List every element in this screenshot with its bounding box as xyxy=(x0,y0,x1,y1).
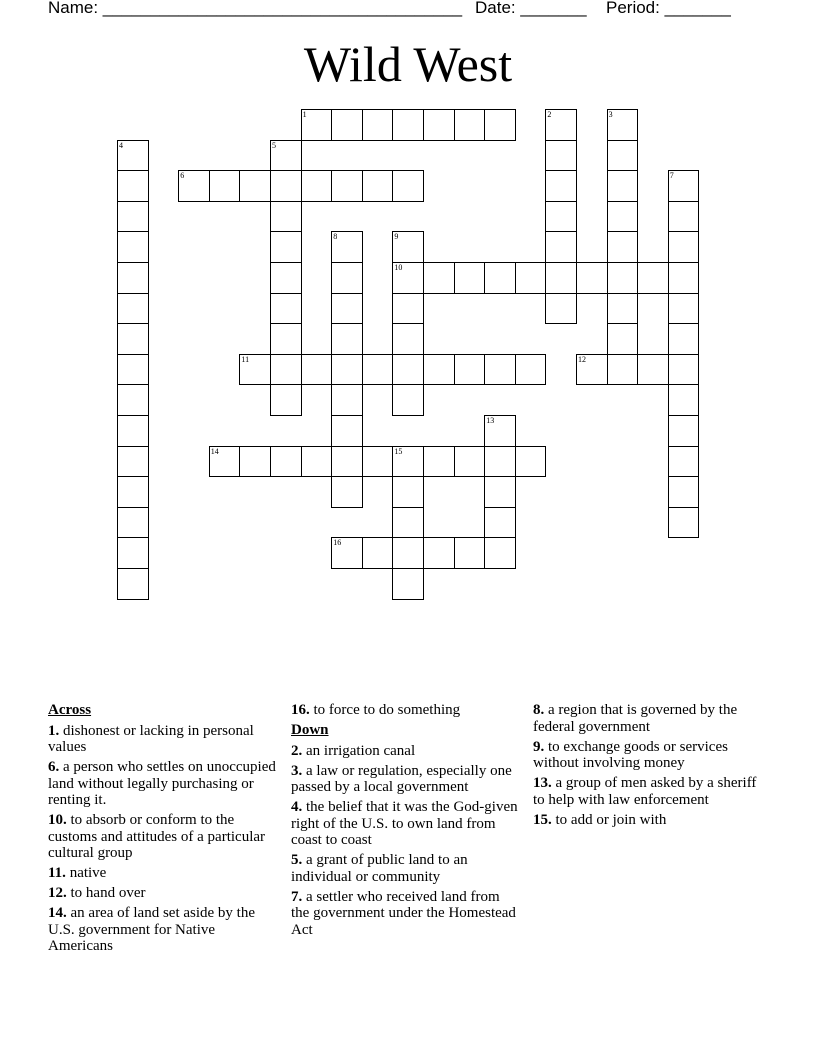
grid-cell[interactable] xyxy=(117,323,149,355)
grid-cell[interactable] xyxy=(117,568,149,600)
grid-cell[interactable] xyxy=(423,537,455,569)
clue-number: 10 xyxy=(394,263,403,272)
grid-cell[interactable] xyxy=(545,293,577,325)
grid-cell[interactable] xyxy=(607,201,639,233)
grid-cell[interactable] xyxy=(270,446,302,478)
grid-cell[interactable] xyxy=(239,354,271,386)
grid-cell[interactable] xyxy=(484,262,516,294)
clue-item xyxy=(291,743,521,760)
grid-cell[interactable] xyxy=(637,354,669,386)
grid-cell[interactable] xyxy=(607,354,639,386)
grid-cell[interactable] xyxy=(668,384,700,416)
clue-item xyxy=(48,885,278,902)
grid-cell[interactable] xyxy=(392,170,424,202)
down-heading: Down xyxy=(291,722,329,738)
grid-cell[interactable] xyxy=(117,537,149,569)
grid-cell[interactable] xyxy=(637,262,669,294)
clue-number: 1 xyxy=(302,110,307,119)
grid-cell[interactable] xyxy=(576,354,608,386)
clue-number-label: 4. xyxy=(291,799,303,815)
clue-text: native xyxy=(69,865,107,881)
clue-number: 7 xyxy=(669,171,674,181)
clue-number-label: 16. xyxy=(291,702,310,718)
grid-cell[interactable] xyxy=(362,446,394,478)
clue-item xyxy=(48,723,278,756)
clue-item xyxy=(291,763,521,796)
grid-cell[interactable] xyxy=(668,323,700,355)
grid-cell[interactable] xyxy=(270,140,302,172)
mixed-clues-column xyxy=(291,702,521,942)
grid-cell[interactable] xyxy=(270,354,302,386)
grid-cell[interactable] xyxy=(362,354,394,386)
grid-cell[interactable] xyxy=(270,231,302,263)
grid-cell[interactable] xyxy=(454,109,486,141)
grid-cell[interactable] xyxy=(209,446,241,478)
clue-number-label: 7. xyxy=(291,888,303,905)
grid-cell[interactable] xyxy=(607,323,639,355)
grid-cell[interactable] xyxy=(270,170,302,202)
grid-cell[interactable] xyxy=(331,323,363,355)
grid-cell[interactable] xyxy=(331,476,363,508)
clue-item xyxy=(48,759,278,809)
grid-cell[interactable] xyxy=(668,507,700,539)
grid-cell[interactable] xyxy=(117,201,149,233)
grid-cell[interactable] xyxy=(423,262,455,294)
grid-cell[interactable] xyxy=(545,140,577,172)
grid-cell[interactable] xyxy=(668,231,700,263)
clue-number-label: 15. xyxy=(533,811,552,828)
grid-cell[interactable] xyxy=(239,446,271,478)
clue-number-label: 10. xyxy=(48,812,67,828)
grid-cell[interactable] xyxy=(331,537,363,569)
grid-cell[interactable] xyxy=(331,109,363,141)
clue-number-label: 8. xyxy=(533,702,545,718)
puzzle-title: Wild West xyxy=(303,36,513,92)
clue-number: 11 xyxy=(241,354,250,364)
grid-cell[interactable] xyxy=(392,446,424,478)
grid-cell[interactable] xyxy=(392,354,424,386)
grid-cell[interactable] xyxy=(117,262,149,294)
grid-cell[interactable] xyxy=(454,262,486,294)
clue-item xyxy=(291,799,521,849)
grid-cell[interactable] xyxy=(392,231,424,263)
across-clues-column xyxy=(48,702,278,958)
grid-cell[interactable] xyxy=(117,140,149,172)
clue-item xyxy=(48,865,278,882)
grid-cell[interactable] xyxy=(668,476,700,508)
grid-cell[interactable] xyxy=(331,446,363,478)
clue-text: to absorb or conform to the customs and attitudes of a particular cultural group xyxy=(48,812,266,861)
date-field[interactable]: Date: _______ xyxy=(475,0,587,17)
grid-cell[interactable] xyxy=(301,446,333,478)
clue-text: a settler who received land from the government under the Homestead Act xyxy=(291,888,516,938)
grid-cell[interactable] xyxy=(270,384,302,416)
grid-cell[interactable] xyxy=(301,170,333,202)
clue-number-label: 13. xyxy=(533,775,552,791)
clue-number: 14 xyxy=(210,446,219,456)
grid-cell[interactable] xyxy=(607,293,639,325)
grid-cell[interactable] xyxy=(331,293,363,325)
clue-item xyxy=(291,889,521,939)
grid-cell[interactable] xyxy=(484,446,516,478)
grid-cell[interactable] xyxy=(454,354,486,386)
grid-cell[interactable] xyxy=(392,568,424,600)
grid-cell[interactable] xyxy=(515,262,547,294)
grid-cell[interactable] xyxy=(392,262,424,294)
clue-number: 15 xyxy=(394,446,403,456)
clue-number: 16 xyxy=(333,538,342,548)
grid-cell[interactable] xyxy=(607,262,639,294)
grid-cell[interactable] xyxy=(301,109,333,141)
clue-number-label: 14. xyxy=(48,905,67,921)
grid-cell[interactable] xyxy=(209,170,241,202)
grid-cell[interactable] xyxy=(607,170,639,202)
grid-cell[interactable] xyxy=(117,507,149,539)
clue-item xyxy=(533,812,763,829)
grid-cell[interactable] xyxy=(423,354,455,386)
grid-cell[interactable] xyxy=(362,109,394,141)
clue-item xyxy=(533,775,763,808)
grid-cell[interactable] xyxy=(331,231,363,263)
clue-text: to force to do something xyxy=(313,702,461,718)
grid-cell[interactable] xyxy=(668,201,700,233)
grid-cell[interactable] xyxy=(484,476,516,508)
clue-text: to exchange goods or services without involving money xyxy=(533,738,728,771)
grid-cell[interactable] xyxy=(392,507,424,539)
grid-cell[interactable] xyxy=(423,109,455,141)
grid-cell[interactable] xyxy=(178,170,210,202)
clue-text: to hand over xyxy=(70,885,146,901)
grid-cell[interactable] xyxy=(362,170,394,202)
clue-number-label: 12. xyxy=(48,885,67,901)
grid-cell[interactable] xyxy=(270,201,302,233)
grid-cell[interactable] xyxy=(545,262,577,294)
clue-number: 12 xyxy=(578,354,586,364)
grid-cell[interactable] xyxy=(331,262,363,294)
clue-text: a person who settles on unoccupied land without legally purchasing or renting it. xyxy=(48,759,276,808)
grid-cell[interactable] xyxy=(301,354,333,386)
grid-cell[interactable] xyxy=(423,446,455,478)
down-clues-column-2 xyxy=(533,702,763,832)
clue-item xyxy=(48,905,278,955)
grid-cell[interactable] xyxy=(117,446,149,478)
clue-number: 8 xyxy=(333,232,338,242)
grid-cell[interactable] xyxy=(668,293,700,325)
grid-cell[interactable] xyxy=(239,170,271,202)
grid-cell[interactable] xyxy=(545,109,577,141)
grid-cell[interactable] xyxy=(454,537,486,569)
clue-text: dishonest or lacking in personal values xyxy=(48,722,254,755)
clue-text: to add or join with xyxy=(555,811,667,828)
clue-number-label: 9. xyxy=(533,738,545,755)
grid-cell[interactable] xyxy=(607,231,639,263)
grid-cell[interactable] xyxy=(117,170,149,202)
clue-item xyxy=(291,852,521,885)
grid-cell[interactable] xyxy=(545,231,577,263)
grid-cell[interactable] xyxy=(545,201,577,233)
grid-cell[interactable] xyxy=(117,476,149,508)
clue-number-label: 6. xyxy=(48,759,60,775)
grid-cell[interactable] xyxy=(331,384,363,416)
grid-cell[interactable] xyxy=(331,415,363,447)
clue-number-label: 3. xyxy=(291,762,303,779)
clue-number: 13 xyxy=(486,416,495,425)
clue-item xyxy=(533,739,763,772)
grid-cell[interactable] xyxy=(545,170,577,202)
grid-cell[interactable] xyxy=(117,354,149,386)
clue-text: an irrigation canal xyxy=(306,742,416,759)
grid-cell[interactable] xyxy=(484,415,516,447)
grid-cell[interactable] xyxy=(117,384,149,416)
grid-cell[interactable] xyxy=(668,446,700,478)
clue-text: a grant of public land to an individual or community xyxy=(291,852,468,885)
grid-cell[interactable] xyxy=(484,507,516,539)
grid-cell[interactable] xyxy=(668,262,700,294)
clue-number: 5 xyxy=(272,140,276,150)
clue-text: a law or regulation, especially one passed by a local government xyxy=(291,762,512,795)
clue-text: a group of men asked by a sheriff to help with law enforcement xyxy=(533,775,757,808)
clue-number-label: 11. xyxy=(48,865,66,881)
grid-cell[interactable] xyxy=(454,446,486,478)
grid-cell[interactable] xyxy=(392,476,424,508)
grid-cell[interactable] xyxy=(484,354,516,386)
grid-cell[interactable] xyxy=(362,537,394,569)
grid-cell[interactable] xyxy=(270,262,302,294)
grid-cell[interactable] xyxy=(117,293,149,325)
grid-cell[interactable] xyxy=(392,384,424,416)
grid-cell[interactable] xyxy=(668,415,700,447)
grid-cell[interactable] xyxy=(117,231,149,263)
clue-number: 6 xyxy=(180,171,185,181)
grid-cell[interactable] xyxy=(668,354,700,386)
clue-item xyxy=(48,812,278,862)
grid-cell[interactable] xyxy=(484,109,516,141)
across-heading: Across xyxy=(48,702,92,718)
clue-text: an area of land set aside by the U.S. government for Native Americans xyxy=(48,905,256,954)
clue-number-label: 5. xyxy=(291,852,303,868)
grid-cell[interactable] xyxy=(607,109,639,141)
grid-cell[interactable] xyxy=(576,262,608,294)
clue-item xyxy=(533,702,763,735)
clue-number: 3 xyxy=(608,110,613,119)
clue-text: the belief that it was the God-given right of the U.S. to own land from coast to coast xyxy=(291,799,518,848)
grid-cell[interactable] xyxy=(515,354,547,386)
clue-number: 4 xyxy=(119,140,123,150)
grid-cell[interactable] xyxy=(392,293,424,325)
grid-cell[interactable] xyxy=(607,140,639,172)
grid-cell[interactable] xyxy=(331,354,363,386)
grid-cell[interactable] xyxy=(392,537,424,569)
grid-cell[interactable] xyxy=(668,170,700,202)
clue-number-label: 2. xyxy=(291,742,303,759)
clue-number-label: 1. xyxy=(48,722,60,739)
grid-cell[interactable] xyxy=(117,415,149,447)
grid-cell[interactable] xyxy=(392,323,424,355)
grid-cell[interactable] xyxy=(392,109,424,141)
clue-item xyxy=(291,702,521,719)
clue-text: a region that is governed by the federal government xyxy=(533,702,738,735)
clue-number: 9 xyxy=(394,232,399,242)
grid-cell[interactable] xyxy=(484,537,516,569)
name-field[interactable]: Name: ______________________________________ xyxy=(48,0,463,17)
grid-cell[interactable] xyxy=(331,170,363,202)
period-field[interactable]: Period: _______ xyxy=(606,0,731,17)
grid-cell[interactable] xyxy=(515,446,547,478)
grid-cell[interactable] xyxy=(270,323,302,355)
grid-cell[interactable] xyxy=(270,293,302,325)
clue-number: 2 xyxy=(547,110,552,119)
